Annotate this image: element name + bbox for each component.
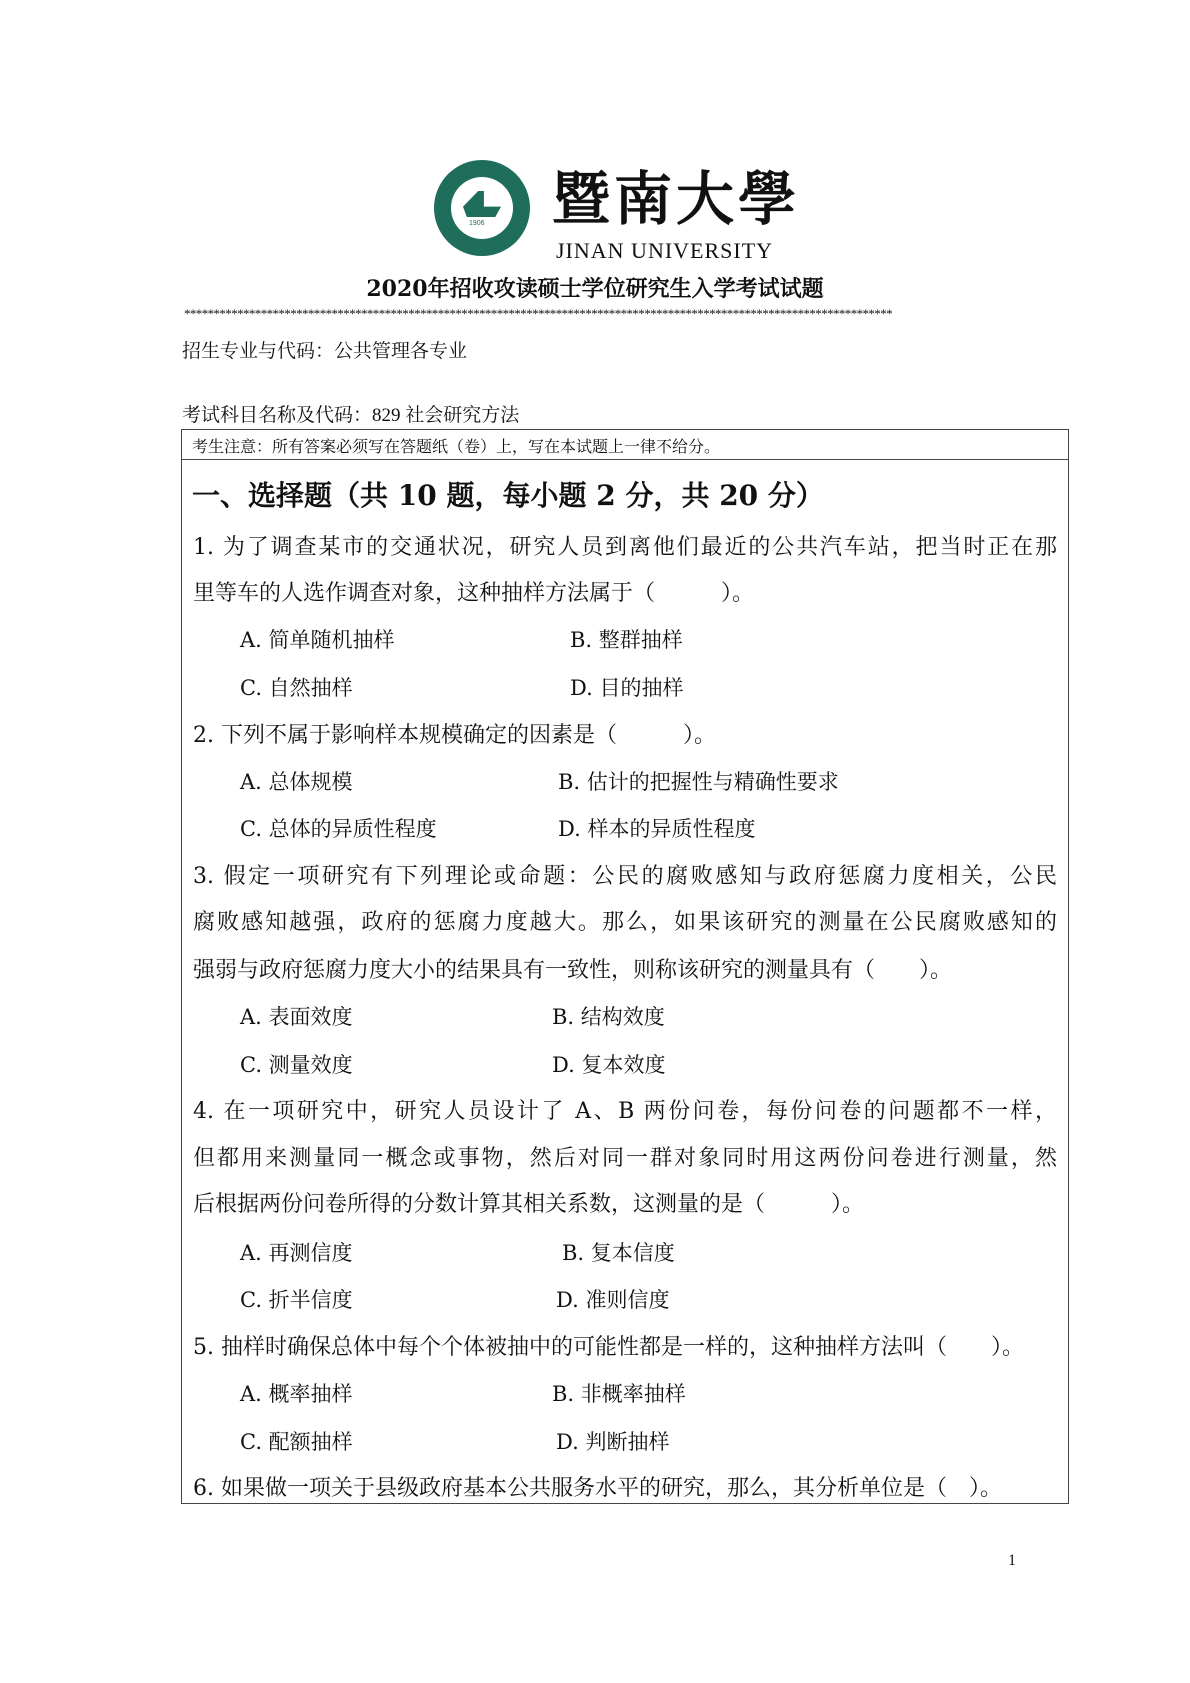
question-text-line: 里等车的人选作调查对象，这种抽样方法属于（ ）。 — [193, 581, 755, 606]
answer-option: B. 复本信度 — [562, 1241, 675, 1265]
answer-option: A. 总体规模 — [240, 770, 353, 794]
question-text-line: 但都用来测量同一概念或事物，然后对同一群对象同时用这两份问卷进行测量，然 — [193, 1146, 1057, 1171]
boat-icon — [463, 191, 501, 217]
logo-english-name: JINAN UNIVERSITY — [556, 238, 774, 263]
answer-option: D. 样本的异质性程度 — [558, 817, 756, 841]
answer-option: B. 结构效度 — [552, 1005, 665, 1029]
answer-option: A. 表面效度 — [240, 1005, 353, 1029]
answer-option: A. 再测信度 — [240, 1241, 353, 1265]
question-text-line: 后根据两份问卷所得的分数计算其相关系数，这测量的是（ ）。 — [193, 1192, 865, 1217]
question-text-line: 3. 假定一项研究有下列理论或命题：公民的腐败感知与政府惩腐力度相关，公民 — [193, 864, 1057, 889]
answer-option: D. 复本效度 — [552, 1053, 666, 1077]
question-text-line: 腐败感知越强，政府的惩腐力度越大。那么，如果该研究的测量在公民腐败感知的 — [193, 910, 1057, 935]
logo-year: 1906 — [469, 220, 485, 227]
question-text-line: 6. 如果做一项关于县级政府基本公共服务水平的研究，那么，其分析单位是（ ）。 — [193, 1476, 1002, 1501]
answer-option: B. 整群抽样 — [570, 628, 683, 652]
divider — [181, 459, 1069, 460]
answer-option: A. 简单随机抽样 — [240, 628, 395, 652]
answer-option: C. 测量效度 — [240, 1053, 353, 1077]
logo-chinese-name: 暨南大學 — [552, 165, 801, 233]
question-text-line: 5. 抽样时确保总体中每个个体被抽中的可能性都是一样的，这种抽样方法叫（ ）。 — [193, 1335, 1024, 1360]
answer-option: C. 配额抽样 — [240, 1430, 353, 1454]
answer-option: C. 自然抽样 — [240, 676, 353, 700]
answer-option: D. 准则信度 — [556, 1288, 670, 1312]
answer-option: B. 非概率抽样 — [552, 1382, 686, 1406]
answer-option: D. 判断抽样 — [556, 1430, 670, 1454]
answer-option: B. 估计的把握性与精确性要求 — [558, 770, 839, 794]
question-text-line: 2. 下列不属于影响样本规模确定的因素是（ ）。 — [193, 723, 716, 748]
answer-option: C. 折半信度 — [240, 1288, 353, 1312]
answer-option: A. 概率抽样 — [240, 1382, 353, 1406]
question-text-line: 强弱与政府惩腐力度大小的结果具有一致性，则称该研究的测量具有（ ）。 — [193, 958, 953, 983]
university-seal-logo — [434, 160, 530, 256]
subject-line: 考试科目名称及代码：829 社会研究方法 — [182, 405, 520, 426]
question-text-line: 4. 在一项研究中，研究人员设计了 A、B 两份问卷，每份问卷的问题都不一样， — [193, 1099, 1057, 1124]
star-divider: ************************************************************************************************************************ — [184, 306, 893, 321]
section-title: 一、选择题（共 10 题，每小题 2 分，共 20 分） — [192, 479, 824, 512]
answer-option: D. 目的抽样 — [570, 676, 684, 700]
exam-title: 2020年招收攻读硕士学位研究生入学考试试题 — [366, 276, 824, 302]
answer-option: C. 总体的异质性程度 — [240, 817, 437, 841]
page-number: 1 — [1008, 1552, 1016, 1569]
major-line: 招生专业与代码：公共管理各专业 — [182, 341, 468, 362]
question-text-line: 1. 为了调查某市的交通状况，研究人员到离他们最近的公共汽车站，把当时正在那 — [193, 535, 1057, 560]
notice-text: 考生注意：所有答案必须写在答题纸（卷）上，写在本试题上一律不给分。 — [192, 437, 721, 456]
